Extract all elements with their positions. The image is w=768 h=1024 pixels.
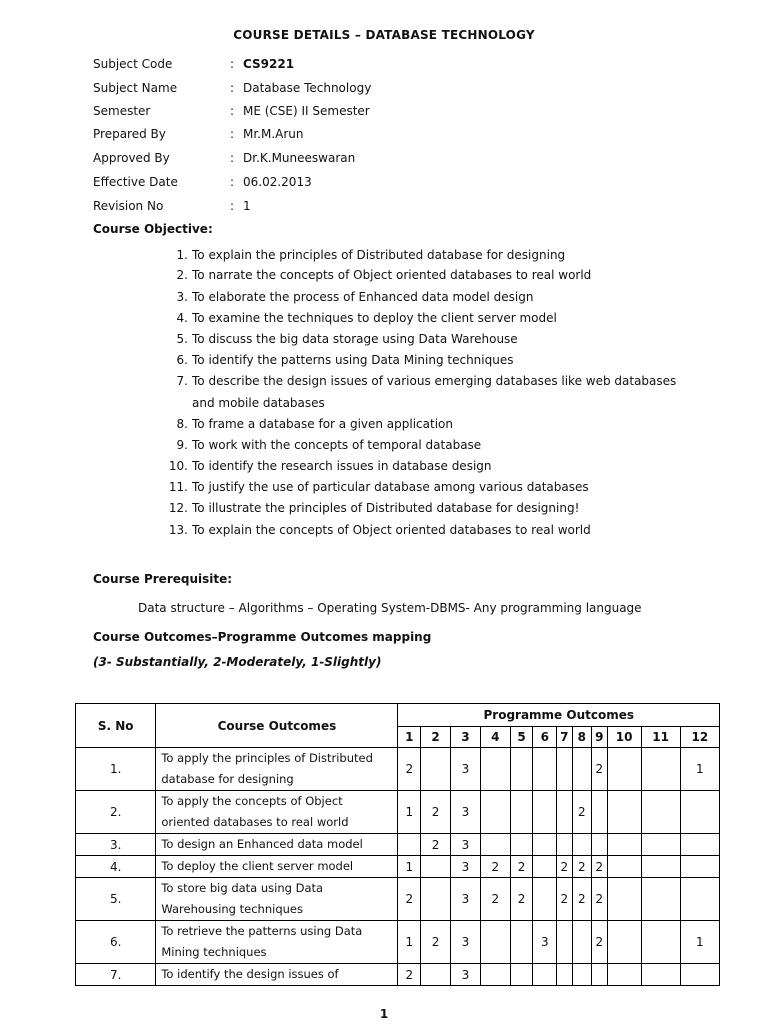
table-row	[76, 834, 720, 856]
course-outcome-line: database for designing	[161, 772, 294, 786]
course-outcome-cell	[156, 791, 398, 834]
objective-text: To examine the techniques to deploy the client server model	[192, 311, 557, 325]
mapping-value	[607, 964, 641, 986]
po-number-header: 12	[680, 727, 719, 748]
mapping-value	[572, 964, 592, 986]
objective-number: 13.	[168, 523, 188, 537]
detail-label: Subject Name	[93, 81, 178, 95]
po-number-header: 6	[533, 727, 557, 748]
po-number-header: 3	[451, 727, 481, 748]
mapping-value	[480, 748, 510, 791]
course-outcome-cell	[156, 878, 398, 921]
po-number-header: 4	[480, 727, 510, 748]
detail-value: Dr.K.Muneeswaran	[243, 151, 356, 165]
mapping-value	[641, 748, 680, 791]
mapping-value: 2	[480, 856, 510, 878]
row-sno: 6.	[76, 921, 156, 964]
course-outcome-line: To identify the design issues of	[161, 967, 339, 981]
mapping-value: 1	[398, 856, 421, 878]
programme-outcomes-header: Programme Outcomes	[398, 704, 720, 727]
po-number-header: 11	[641, 727, 680, 748]
course-outcome-cell	[156, 921, 398, 964]
mapping-value	[557, 748, 572, 791]
detail-label: Semester	[93, 104, 151, 118]
mapping-value: 2	[398, 878, 421, 921]
mapping-value	[557, 791, 572, 834]
objective-number: 7.	[176, 374, 188, 388]
objective-text: To elaborate the process of Enhanced data model design	[192, 290, 534, 304]
row-sno: 1.	[76, 748, 156, 791]
table-row	[76, 748, 720, 791]
table-row	[76, 856, 720, 878]
detail-colon: :	[230, 199, 235, 213]
row-sno: 2.	[76, 791, 156, 834]
mapping-value: 3	[451, 856, 481, 878]
mapping-value: 2	[421, 921, 451, 964]
detail-colon: :	[230, 57, 235, 71]
po-number-header: 9	[592, 727, 607, 748]
mapping-value: 2	[510, 878, 533, 921]
mapping-value	[607, 878, 641, 921]
mapping-value	[641, 856, 680, 878]
detail-label: Approved By	[93, 151, 170, 165]
mapping-value	[680, 834, 719, 856]
course-outcome-line: To store big data using Data	[161, 881, 324, 895]
objective-text: To identify the patterns using Data Mining techniques	[192, 353, 514, 367]
mapping-value	[572, 834, 592, 856]
objective-number: 1.	[176, 248, 188, 262]
mapping-value: 2	[557, 878, 572, 921]
mapping-value	[680, 791, 719, 834]
objective-text: To identify the research issues in database design	[192, 459, 492, 473]
mapping-value	[572, 748, 592, 791]
mapping-value	[641, 964, 680, 986]
mapping-value	[641, 834, 680, 856]
detail-colon: :	[230, 127, 235, 141]
mapping-value: 2	[421, 791, 451, 834]
objective-text: To explain the principles of Distributed database for designing	[192, 248, 566, 262]
prerequisite-text: Data structure – Algorithms – Operating System-DBMS- Any programming language	[138, 601, 642, 615]
objective-number: 6.	[176, 353, 188, 367]
mapping-value	[680, 878, 719, 921]
detail-value: Mr.M.Arun	[243, 127, 304, 141]
mapping-value	[607, 791, 641, 834]
page-number: 1	[379, 1007, 389, 1021]
course-outcomes-header: Course Outcomes	[156, 704, 398, 748]
mapping-value	[607, 748, 641, 791]
mapping-value	[533, 856, 557, 878]
detail-label: Prepared By	[93, 127, 166, 141]
mapping-value	[533, 878, 557, 921]
mapping-value	[592, 791, 607, 834]
mapping-value	[510, 834, 533, 856]
row-sno: 5.	[76, 878, 156, 921]
detail-value: CS9221	[243, 57, 295, 71]
mapping-value: 2	[480, 878, 510, 921]
mapping-value	[421, 878, 451, 921]
mapping-value: 2	[592, 856, 607, 878]
objective-text: To illustrate the principles of Distributed database for designing!	[192, 501, 580, 515]
mapping-value	[641, 878, 680, 921]
objective-number: 11.	[168, 480, 188, 494]
po-number-header: 1	[398, 727, 421, 748]
course-outcome-cell	[156, 834, 398, 856]
mapping-value: 2	[572, 878, 592, 921]
course-outcome-line: To deploy the client server model	[161, 859, 354, 873]
detail-label: Revision No	[93, 199, 164, 213]
mapping-value	[557, 964, 572, 986]
mapping-value	[421, 856, 451, 878]
mapping-value	[533, 791, 557, 834]
mapping-value	[510, 921, 533, 964]
prerequisite-heading: Course Prerequisite:	[93, 572, 233, 586]
objective-heading: Course Objective:	[93, 222, 213, 236]
objective-text: To narrate the concepts of Object oriented databases to real world	[192, 268, 592, 282]
mapping-value	[557, 834, 572, 856]
row-sno: 4.	[76, 856, 156, 878]
mapping-value: 3	[451, 878, 481, 921]
mapping-value	[607, 856, 641, 878]
outcomes-mapping-table	[75, 703, 720, 986]
objective-text: To work with the concepts of temporal database	[192, 438, 482, 452]
mapping-value	[533, 748, 557, 791]
course-outcome-line: Warehousing techniques	[161, 902, 303, 916]
mapping-value	[557, 921, 572, 964]
detail-label: Effective Date	[93, 175, 178, 189]
mapping-value	[510, 791, 533, 834]
detail-colon: :	[230, 175, 235, 189]
mapping-value	[421, 964, 451, 986]
mapping-value: 1	[398, 791, 421, 834]
row-sno: 7.	[76, 964, 156, 986]
mapping-value: 2	[572, 856, 592, 878]
mapping-value: 3	[451, 834, 481, 856]
objective-number: 8.	[176, 417, 188, 431]
course-outcome-cell	[156, 964, 398, 986]
mapping-value	[607, 834, 641, 856]
po-number-header: 10	[607, 727, 641, 748]
mapping-value: 2	[398, 748, 421, 791]
mapping-value	[533, 834, 557, 856]
po-number-header: 2	[421, 727, 451, 748]
mapping-value	[533, 964, 557, 986]
mapping-value: 2	[398, 964, 421, 986]
course-outcome-line: To design an Enhanced data model	[161, 837, 363, 851]
mapping-value: 3	[451, 791, 481, 834]
mapping-value: 1	[398, 921, 421, 964]
detail-value: Database Technology	[243, 81, 372, 95]
mapping-value: 1	[680, 748, 719, 791]
course-outcome-line: Mining techniques	[161, 945, 267, 959]
po-number-header: 5	[510, 727, 533, 748]
po-number-header: 7	[557, 727, 572, 748]
mapping-legend: (3- Substantially, 2-Moderately, 1-Slightly)	[93, 655, 382, 669]
mapping-value: 3	[451, 921, 481, 964]
detail-colon: :	[230, 104, 235, 118]
mapping-value: 2	[421, 834, 451, 856]
mapping-value	[641, 921, 680, 964]
objective-number: 9.	[176, 438, 188, 452]
po-number-header: 8	[572, 727, 592, 748]
mapping-value	[680, 856, 719, 878]
sno-header: S. No	[76, 704, 156, 748]
course-outcome-line: To retrieve the patterns using Data	[161, 924, 363, 938]
mapping-value: 3	[533, 921, 557, 964]
detail-value: 06.02.2013	[243, 175, 312, 189]
mapping-value: 1	[680, 921, 719, 964]
table-row	[76, 791, 720, 834]
objective-text: To justify the use of particular database among various databases	[192, 480, 589, 494]
mapping-value: 2	[592, 921, 607, 964]
detail-label: Subject Code	[93, 57, 173, 71]
mapping-value	[572, 921, 592, 964]
mapping-value: 2	[592, 748, 607, 791]
mapping-value	[641, 791, 680, 834]
mapping-value: 2	[557, 856, 572, 878]
course-outcome-line: oriented databases to real world	[161, 815, 349, 829]
mapping-value	[607, 921, 641, 964]
detail-value: ME (CSE) II Semester	[243, 104, 370, 118]
objective-number: 12.	[168, 501, 188, 515]
table-row	[76, 878, 720, 921]
objective-text: To discuss the big data storage using Data Warehouse	[192, 332, 518, 346]
objective-number: 2.	[176, 268, 188, 282]
mapping-value: 2	[572, 791, 592, 834]
mapping-value	[480, 964, 510, 986]
mapping-value	[480, 791, 510, 834]
mapping-value	[480, 921, 510, 964]
course-outcome-cell	[156, 748, 398, 791]
mapping-value: 3	[451, 964, 481, 986]
mapping-value	[592, 834, 607, 856]
objective-text: To describe the design issues of various emerging databases like web databases	[192, 374, 677, 388]
table-row	[76, 921, 720, 964]
mapping-value: 3	[451, 748, 481, 791]
objective-number: 10.	[168, 459, 188, 473]
document-title: COURSE DETAILS – DATABASE TECHNOLOGY	[233, 28, 535, 42]
course-outcome-cell	[156, 856, 398, 878]
table-row	[76, 964, 720, 986]
mapping-value	[510, 748, 533, 791]
mapping-value	[592, 964, 607, 986]
detail-colon: :	[230, 151, 235, 165]
mapping-value	[421, 748, 451, 791]
course-outcome-line: To apply the principles of Distributed	[161, 751, 373, 765]
mapping-value	[510, 964, 533, 986]
objective-number: 5.	[176, 332, 188, 346]
objective-text-continued: and mobile databases	[192, 396, 325, 410]
mapping-value	[398, 834, 421, 856]
row-sno: 3.	[76, 834, 156, 856]
detail-value: 1	[243, 199, 251, 213]
detail-colon: :	[230, 81, 235, 95]
objective-number: 3.	[176, 290, 188, 304]
mapping-value: 2	[592, 878, 607, 921]
course-outcome-line: To apply the concepts of Object	[161, 794, 343, 808]
mapping-value: 2	[510, 856, 533, 878]
objective-text: To explain the concepts of Object oriented databases to real world	[192, 523, 591, 537]
objective-number: 4.	[176, 311, 188, 325]
mapping-value	[680, 964, 719, 986]
objective-text: To frame a database for a given application	[192, 417, 453, 431]
mapping-value	[480, 834, 510, 856]
mapping-heading: Course Outcomes–Programme Outcomes mapping	[93, 630, 432, 644]
